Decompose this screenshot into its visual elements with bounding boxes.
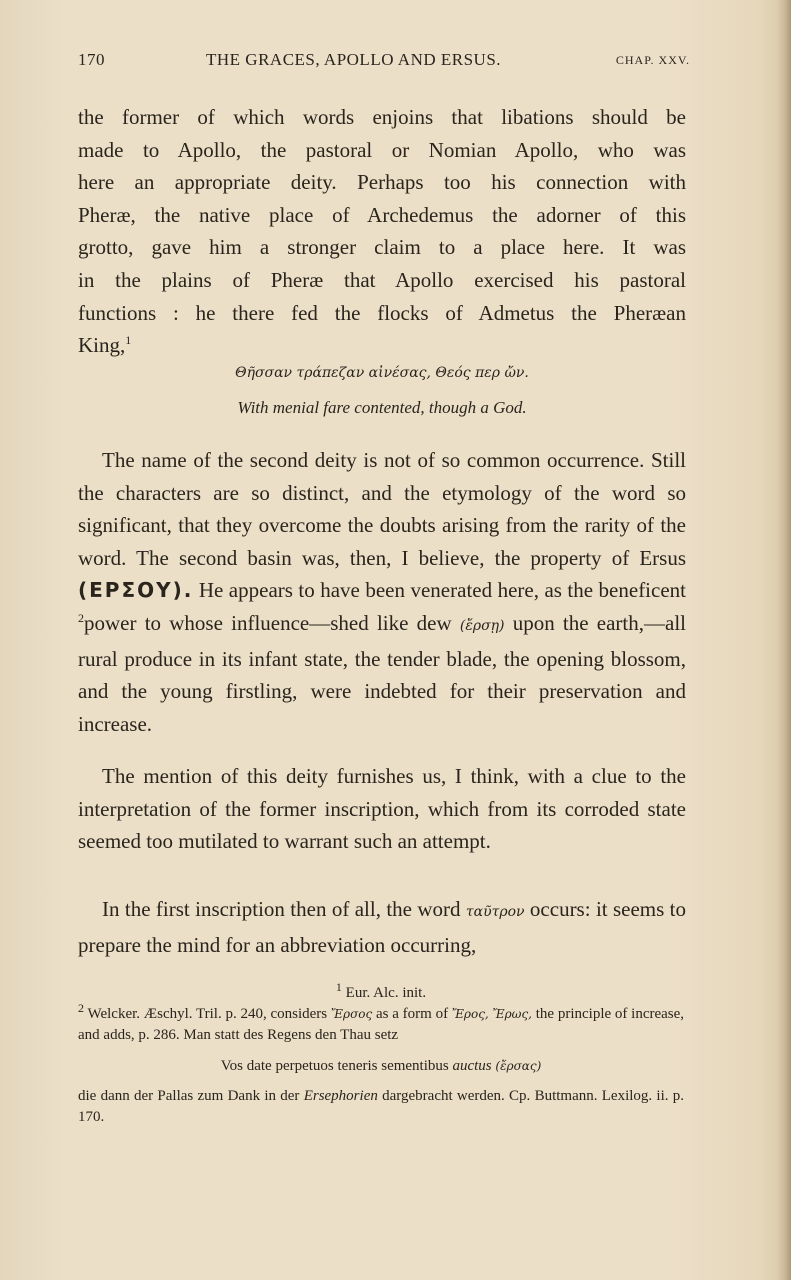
paragraph-2-text-b: He appears to have been venerated here, as the beneficent (198, 578, 686, 603)
footnote-2-text-a: Welcker. Æschyl. Tril. p. 240, considers (87, 1006, 328, 1022)
paragraph-4-text-a: In the first inscription then of all, the word (102, 897, 461, 921)
greek-verse: Θῆσσαν τράπεζαν αἰνέσας, Θεός περ ὤν. (235, 365, 529, 381)
footnote-1 (78, 980, 684, 1004)
paragraph-1-line: Pheræ, the native place of Archedemus the adorner of this (78, 202, 686, 227)
paragraph-1-line: made to Apollo, the pastoral or Nomian Apollo, who was (78, 137, 686, 162)
paragraph-3: The mention of this deity furnishes us, I think, with a clue to the interpretation of the former inscription, which from its corroded state seemed too mutilated to warrant such an attempt. (78, 764, 686, 854)
paragraph-2-text-d: upon the earth,—all rural produce in its infant state, the tender blade, the opening blossom, and the young firstling, were indebted for their preservation and increase. (78, 610, 686, 736)
footnote-quote-italic: auctus (452, 1058, 492, 1074)
footnote-quote (78, 1056, 684, 1077)
footnote-2-text-b: as a form of (375, 1006, 449, 1022)
running-title: THE GRACES, APOLLO AND ERSUS. (206, 50, 502, 69)
footnote-2-marker: 2 (78, 1001, 84, 1015)
paragraph-1 (78, 101, 686, 362)
ersou-inscription: (ΕΡΣΟΥ). (78, 578, 194, 603)
footnote-quote-text: Vos date perpetuos teneris sementibus (220, 1058, 449, 1074)
paragraph-1-line: here an appropriate deity. Perhaps too his connection with (78, 170, 686, 195)
page-edge-shadow (777, 0, 791, 1280)
footnote-2-greek-2: Ἔρος, (451, 1007, 489, 1021)
king-word: King, (78, 333, 126, 358)
footnote-2-greek-3: Ἔρως, (492, 1007, 532, 1021)
footnote-1-marker: 1 (335, 980, 342, 994)
greek-taurou: ταῦτρον (465, 904, 525, 920)
footnote-ref-2[interactable]: 2 (78, 610, 84, 625)
page-number: 170 (78, 50, 105, 69)
footnote-2-greek-1: Ἔρσος (330, 1007, 373, 1021)
paragraph-2-text-a: The name of the second deity is not of so common occurrence. Still the characters are so distinct, and the etymology of the word so significant, that they overcome the doubts arising from the rarity of the word. The second basin was, then, I believe, the property of Ersus (78, 448, 686, 570)
footnote-2-text-c: the principle of increase, and adds, p. 286. Man statt des Regens den Thau setz (78, 1006, 685, 1043)
running-head (78, 50, 690, 74)
paragraph-1-line: functions : he there fed the flocks of Admetus the Pheræan (78, 300, 686, 325)
footnote-1-text: Eur. Alc. init. (345, 985, 427, 1001)
chapter-label: CHAP. XXV. (615, 53, 690, 67)
footnote-quote-greek: (ἔρσας) (495, 1059, 542, 1073)
paragraph-2-text-c: power to whose influence—shed like dew (84, 610, 452, 635)
footnote-end-italic: Ersephorien (303, 1088, 378, 1104)
paragraph-4-text-b: occurs: it seems to prepare the mind for an abbreviation occurring, (78, 897, 687, 957)
footnote-end-text-a: die dann der Pallas zum Dank in der (78, 1088, 300, 1104)
footnote-end-text-b: dargebracht werden. Cp. Buttmann. Lexilog. ii. p. 170. (78, 1088, 685, 1125)
paragraph-1-line: in the plains of Pheræ that Apollo exercised his pastoral (78, 267, 686, 292)
paragraph-4 (78, 893, 686, 961)
footnote-ref-1[interactable]: 1 (125, 333, 132, 348)
verse-translation: With menial fare contented, though a God. (237, 398, 527, 417)
paragraph-1-line: grotto, gave him a stronger claim to a place here. It was (78, 235, 686, 260)
paragraph-1-line: the former of which words enjoins that libations should be (78, 105, 686, 129)
paragraph-2 (78, 444, 686, 740)
paragraph-1-last-line (78, 329, 686, 362)
footnote-end (78, 1086, 684, 1128)
footnote-2 (78, 1001, 685, 1046)
greek-dew: (ἔρσῃ) (459, 617, 505, 634)
